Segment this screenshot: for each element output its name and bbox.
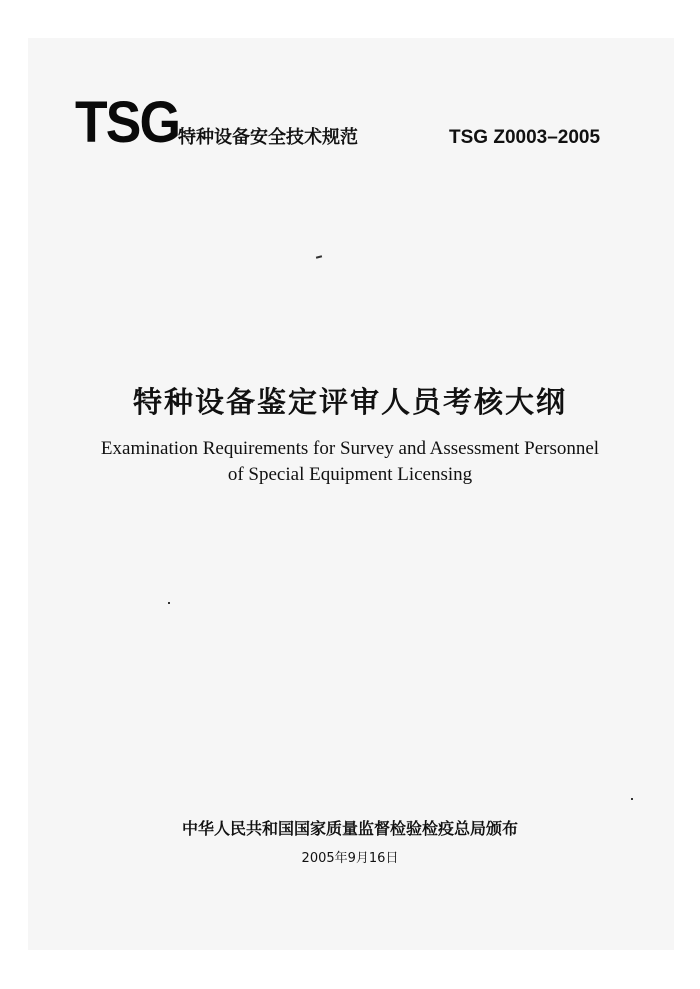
issue-date: 2005年9月16日 — [301, 851, 399, 866]
series-title: 特种设备安全技术规范 — [178, 127, 358, 148]
document-title-english-line1: Examination Requirements for Survey and Assessment Personnel — [100, 438, 600, 459]
issuing-authority: 中华人民共和国国家质量监督检验检疫总局颁布 — [181, 819, 518, 838]
scan-speck — [168, 602, 170, 604]
document-title-english-line2: of Special Equipment Licensing — [227, 464, 473, 485]
document-title-chinese: 特种设备鉴定评审人员考核大纲 — [132, 385, 567, 419]
standard-code: TSG Z0003–2005 — [449, 127, 601, 148]
tsg-logo: TSG — [75, 90, 180, 155]
scan-speck — [631, 798, 633, 800]
cover-header — [75, 90, 635, 155]
scanned-page-area — [28, 38, 674, 950]
